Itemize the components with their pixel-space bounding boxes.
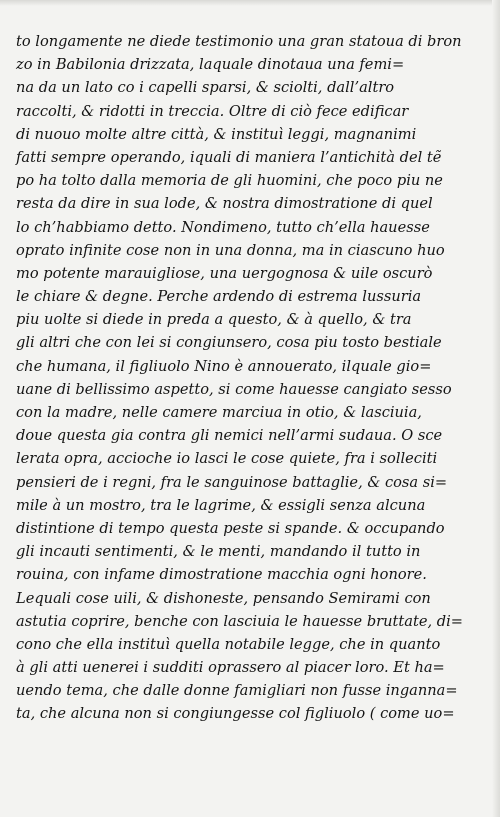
- text-line: le chiare & degne. Perche ardendo di estrema lussuria: [16, 288, 422, 306]
- text-line: po ha tolto dalla memoria de gli huomini, che poco piu ne: [16, 172, 443, 190]
- text-line: gli incauti sentimenti, & le menti, mandando il tutto in: [16, 543, 421, 561]
- text-line: raccolti, & ridotti in treccia. Oltre di ciò fece edificar: [16, 102, 409, 120]
- text-line: uane di bellissimo aspetto, si come hauesse cangiato sesso: [16, 380, 452, 398]
- text-line: che humana, il figliuolo Nino è annouerato, ilquale gio=: [16, 357, 432, 375]
- text-line: to longamente ne diede testimonio una gran statoua di bron: [16, 33, 462, 50]
- text-line: gli altri che con lei si congiunsero, cosa piu tosto bestiale: [16, 334, 442, 352]
- page-right-edge: [492, 0, 500, 817]
- text-line: astutia coprire, benche con lasciuia le hauesse bruttate, di=: [16, 612, 463, 630]
- text-line: rouina, con infame dimostratione macchia ogni honore.: [16, 566, 427, 584]
- text-line: fatti sempre operando, iquali di maniera l’antichità del tẽ: [16, 148, 442, 166]
- text-line: pensieri de i regni, fra le sanguinose battaglie, & cosa si=: [16, 473, 448, 491]
- text-line: piu uolte si diede in preda a questo, & à quello, & tra: [16, 311, 412, 329]
- text-line: lerata opra, accioche io lasci le cose quiete, fra i solleciti: [16, 450, 438, 468]
- text-line: con la madre, nelle camere marciua in otio, & lasciuia,: [16, 404, 422, 421]
- text-line: zo in Babilonia drizzata, laquale dinotaua una femi=: [16, 56, 405, 74]
- page-top-edge: [0, 0, 500, 6]
- text-line: mo potente marauigliose, una uergognosa & uile oscurò: [16, 264, 433, 282]
- text-line: di nuouo molte altre città, & instituì leggi, magnanimi: [16, 125, 417, 143]
- text-line: doue questa gia contra gli nemici nell’armi sudaua. O sce: [16, 427, 443, 445]
- text-line: ta, che alcuna non si congiungesse col figliuolo ( come uo=: [16, 705, 455, 723]
- text-line: Lequali cose uili, & dishoneste, pensando Semirami con: [16, 589, 431, 607]
- text-line: cono che ella instituì quella notabile legge, che in quanto: [16, 635, 441, 653]
- text-line: distintione di tempo questa peste si spande. & occupando: [16, 519, 445, 537]
- text-line: lo ch’habbiamo detto. Nondimeno, tutto ch’ella hauesse: [16, 218, 430, 236]
- text-line: na da un lato co i capelli sparsi, & sciolti, dall’altro: [16, 79, 395, 97]
- page-text: [16, 30, 492, 726]
- text-line: mile à un mostro, tra le lagrime, & essigli senza alcuna: [16, 496, 426, 514]
- text-line: à gli atti uenerei i sudditi oprassero al piacer loro. Et ha=: [16, 659, 445, 677]
- text-line: oprato infinite cose non in una donna, ma in ciascuno huo: [16, 241, 445, 259]
- text-line: resta da dire in sua lode, & nostra dimostratione di quel: [16, 195, 433, 213]
- text-line: uendo tema, che dalle donne famigliari non fusse inganna=: [16, 682, 458, 700]
